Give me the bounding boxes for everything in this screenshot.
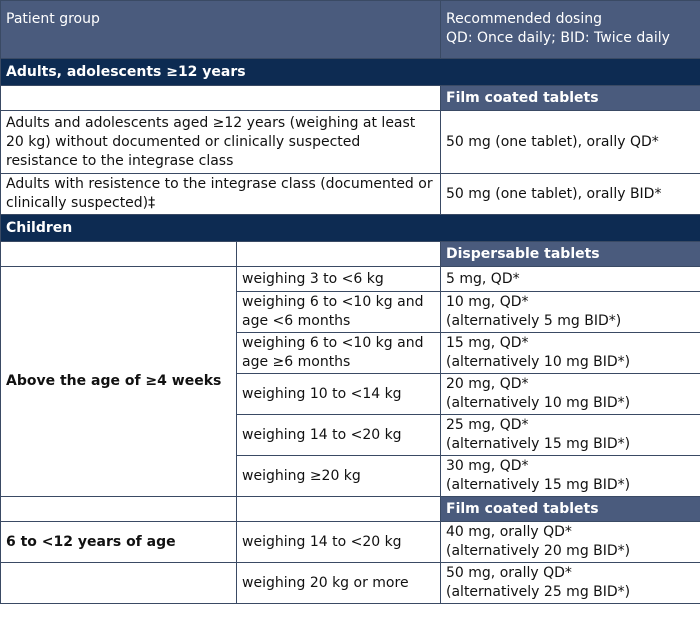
weight-cell: weighing 10 to <14 kg (237, 374, 441, 415)
dose-cell: 15 mg, QD* (alternatively 10 mg BID*) (441, 333, 700, 374)
table-row (1, 563, 700, 604)
dose-cell: 50 mg (one tablet), orally BID* (441, 174, 700, 215)
age-group-cell: Above the age of ≥4 weeks (1, 267, 237, 497)
empty-cell (1, 86, 441, 111)
subhead-row-adults (1, 86, 700, 111)
subhead-film-coated-adults: Film coated tablets (441, 86, 700, 111)
header-dosing-title: Recommended dosing (446, 11, 602, 27)
table-row (1, 111, 700, 174)
header-patient-group: Patient group (1, 1, 441, 59)
weight-cell: weighing 3 to <6 kg (237, 267, 441, 292)
dose-cell: 50 mg, orally QD* (alternatively 25 mg BID*) (441, 563, 700, 604)
weight-cell: weighing ≥20 kg (237, 456, 441, 497)
section-row-adults (1, 59, 700, 86)
patient-group-cell: Adults and adolescents aged ≥12 years (weighing at least 20 kg) without documented or clinically suspected resistance to the integrase class (1, 111, 441, 174)
section-label-children: Children (1, 215, 700, 242)
empty-cell (237, 242, 441, 267)
weight-cell: weighing 14 to <20 kg (237, 522, 441, 563)
subhead-film-coated-children: Film coated tablets (441, 497, 700, 522)
empty-cell (1, 497, 237, 522)
section-label-adults: Adults, adolescents ≥12 years (1, 59, 700, 86)
subhead-dispersable: Dispersable tablets (441, 242, 700, 267)
dose-cell: 10 mg, QD* (alternatively 5 mg BID*) (441, 292, 700, 333)
weight-cell: weighing 20 kg or more (237, 563, 441, 604)
empty-cell (237, 497, 441, 522)
dose-cell: 5 mg, QD* (441, 267, 700, 292)
empty-cell (1, 242, 237, 267)
dose-cell: 40 mg, orally QD* (alternatively 20 mg BID*) (441, 522, 700, 563)
dose-cell: 25 mg, QD* (alternatively 15 mg BID*) (441, 415, 700, 456)
patient-group-cell: Adults with resistence to the integrase class (documented or clinically suspected)‡ (1, 174, 441, 215)
header-row (1, 1, 700, 59)
header-recommended-dosing (441, 1, 700, 59)
weight-cell: weighing 6 to <10 kg and age <6 months (237, 292, 441, 333)
dose-cell: 50 mg (one tablet), orally QD* (441, 111, 700, 174)
section-row-children (1, 215, 700, 242)
weight-cell: weighing 14 to <20 kg (237, 415, 441, 456)
table-row (1, 522, 700, 563)
age-group-cell: 6 to <12 years of age (1, 522, 237, 563)
subhead-row-film-coated-children (1, 497, 700, 522)
weight-cell: weighing 6 to <10 kg and age ≥6 months (237, 333, 441, 374)
table-row (1, 267, 700, 292)
dose-cell: 30 mg, QD* (alternatively 15 mg BID*) (441, 456, 700, 497)
empty-cell (1, 563, 237, 604)
table-row (1, 174, 700, 215)
subhead-row-dispersable (1, 242, 700, 267)
header-dosing-legend: QD: Once daily; BID: Twice daily (446, 30, 670, 46)
dose-cell: 20 mg, QD* (alternatively 10 mg BID*) (441, 374, 700, 415)
